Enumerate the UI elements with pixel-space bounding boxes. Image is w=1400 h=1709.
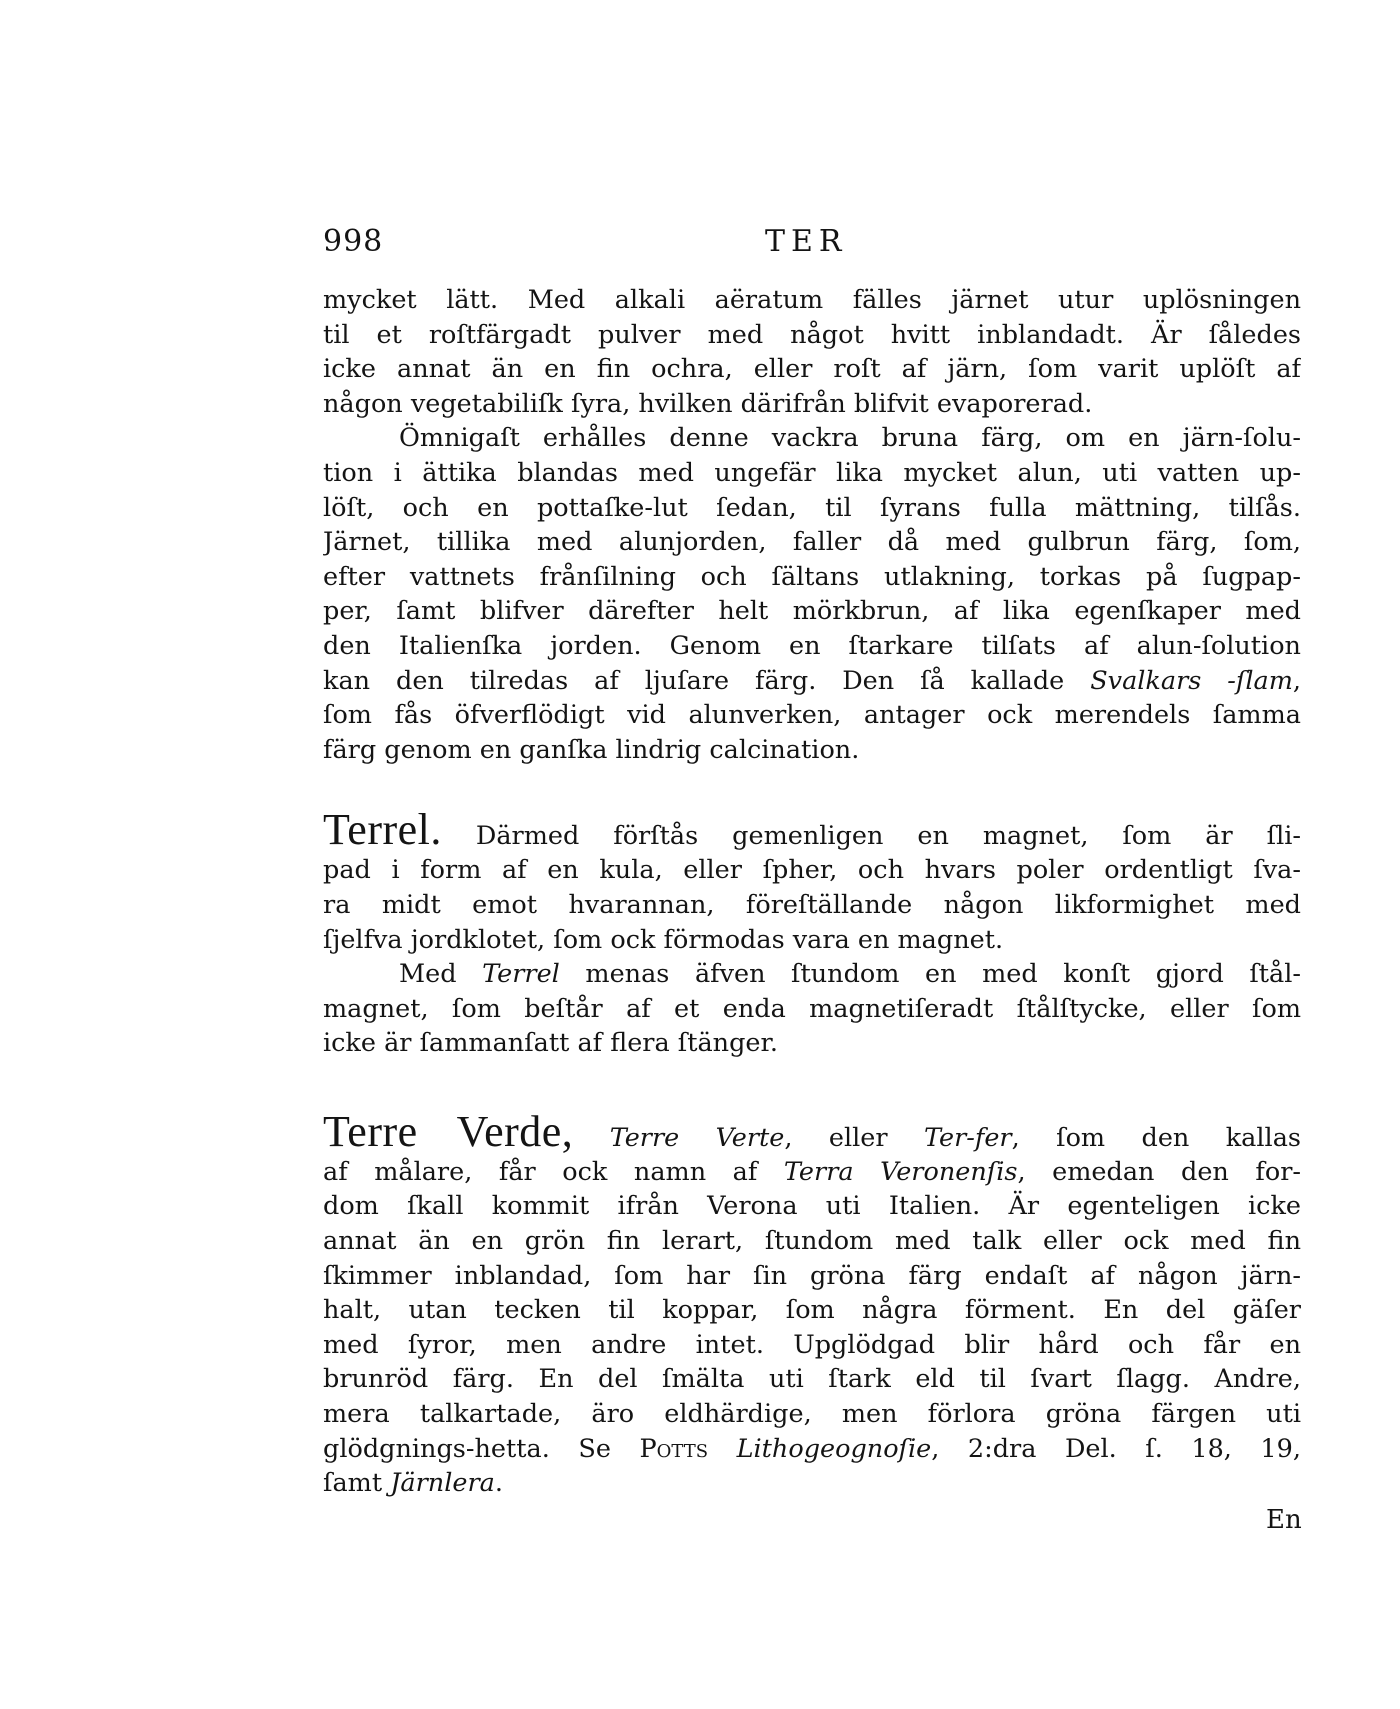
text-line: magnet, ſom beſtår af et enda magnetiſeradt ſtålſtycke, eller ſom bbox=[323, 993, 1301, 1024]
text-line: någon vegetabiliſk ſyra, hvilken därifrån blifvit evaporerad. bbox=[323, 388, 1093, 419]
text-line: icke är ſammanſatt af flera ſtänger. bbox=[323, 1028, 779, 1059]
text-line bbox=[323, 1432, 1301, 1467]
entry-headword-terre-verde: Terre Verde, bbox=[323, 1108, 574, 1155]
text-run: Därmed förſtås gemenligen en magnet, ſom är ſli- bbox=[475, 821, 1301, 852]
text-line: dom ſkall kommit ifrån Verona uti Italien. Är egenteligen icke bbox=[323, 1191, 1301, 1222]
text-run: Med bbox=[399, 959, 457, 990]
running-head: TER bbox=[765, 224, 848, 259]
page-number: 998 bbox=[323, 224, 384, 259]
text-block bbox=[323, 283, 1301, 1501]
text-line: ſkimmer inblandad, ſom har ſin gröna färg endaſt af någon järn- bbox=[323, 1260, 1301, 1291]
text-run: ſamt bbox=[323, 1468, 383, 1499]
text-run: , emedan den for- bbox=[1017, 1156, 1301, 1187]
text-run: menas äfven ſtundom en med konſt gjord ſtål- bbox=[585, 959, 1301, 990]
italic-term: Svalkars -ſlam bbox=[1090, 665, 1293, 696]
text-line: halt, utan tecken til koppar, ſom några förment. En del gäſer bbox=[323, 1295, 1301, 1326]
text-line: ra midt emot hvarannan, föreſtällande någon likformighet med bbox=[323, 889, 1301, 920]
text-line: tion i ättika blandas med ungefär lika mycket alun, uti vatten up- bbox=[323, 457, 1301, 488]
italic-term: Terrel bbox=[482, 959, 560, 990]
text-line bbox=[323, 807, 1301, 853]
text-line: per, ſamt blifver därefter helt mörkbrun, af lika egenſkaper med bbox=[323, 596, 1301, 627]
text-line: färg genom en ganſka lindrig calcination. bbox=[323, 734, 860, 765]
text-line: löſt, och en pottaſke-lut ſedan, til ſyrans fulla mättning, tilſås. bbox=[323, 492, 1301, 523]
italic-term: Ter-fer bbox=[923, 1122, 1012, 1153]
text-line: Ömnigaſt erhålles denne vackra bruna färg, om en järn-ſolu- bbox=[399, 423, 1301, 454]
text-line: brunröd färg. En del ſmälta uti ſtark eld til ſvart ſlagg. Andre, bbox=[323, 1364, 1301, 1395]
text-run: af målare, får ock namn af bbox=[323, 1156, 758, 1187]
text-run: , ſom den kallas bbox=[1011, 1122, 1301, 1153]
author-name: Potts bbox=[639, 1433, 709, 1464]
text-line: icke annat än en fin ochra, eller roſt af järn, ſom varit uplöſt af bbox=[323, 354, 1301, 385]
text-line bbox=[323, 664, 1301, 699]
entry-headword-terrel: Terrel. bbox=[323, 807, 442, 854]
text-line: den Italienſka jorden. Genom en ſtarkare tilſats af alun-ſolution bbox=[323, 630, 1301, 661]
text-run: kan den tilredas af ljuſare färg. Den ſå kallade bbox=[323, 665, 1065, 696]
page-header bbox=[323, 224, 983, 264]
text-line: annat än en grön fin lerart, ſtundom med talk eller ock med fin bbox=[323, 1226, 1301, 1257]
text-line: ſjelfva jordklotet, ſom ock förmodas vara en magnet. bbox=[323, 924, 1004, 955]
entry-spacer bbox=[323, 1061, 1301, 1109]
text-run: . bbox=[494, 1468, 503, 1499]
text-line: mera talkartade, äro eldhärdige, men förlora gröna färgen uti bbox=[323, 1399, 1301, 1430]
italic-term: Terra Veronenſis bbox=[783, 1156, 1018, 1187]
text-line: Järnet, tillika med alunjorden, faller då med gulbrun färg, ſom, bbox=[323, 527, 1301, 558]
text-line bbox=[323, 1109, 1301, 1155]
text-run: , eller bbox=[784, 1122, 888, 1153]
text-run: glödgnings-hetta. Se bbox=[323, 1433, 611, 1464]
text-line: ſom fås öfverflödigt vid alunverken, antager ock merendels ſamma bbox=[323, 700, 1301, 731]
italic-term: Terre Verte bbox=[609, 1122, 785, 1153]
text-line: til et roſtfärgadt pulver med något hvitt inblandadt. Är ſåledes bbox=[323, 319, 1301, 350]
italic-term: Lithogeognoſie bbox=[736, 1433, 932, 1464]
text-line: med ſyror, men andre intet. Upglödgad blir hård och får en bbox=[323, 1329, 1301, 1360]
text-line bbox=[323, 1466, 1301, 1501]
text-line bbox=[323, 1155, 1301, 1190]
entry-spacer bbox=[323, 767, 1301, 807]
text-run: , bbox=[1292, 665, 1301, 696]
text-line: mycket lätt. Med alkali aëratum fälles järnet utur uplösningen bbox=[323, 285, 1301, 315]
italic-term: Järnlera bbox=[390, 1468, 495, 1499]
text-line: pad i form af en kula, eller ſpher, och hvars poler ordentligt ſva- bbox=[323, 855, 1301, 886]
text-line bbox=[323, 957, 1301, 992]
catchword: En bbox=[1266, 1505, 1302, 1535]
text-run: , 2:dra Del. ſ. 18, 19, bbox=[931, 1433, 1301, 1464]
text-line: efter vattnets frånſilning och ſältans utlakning, torkas på ſugpap- bbox=[323, 561, 1301, 592]
